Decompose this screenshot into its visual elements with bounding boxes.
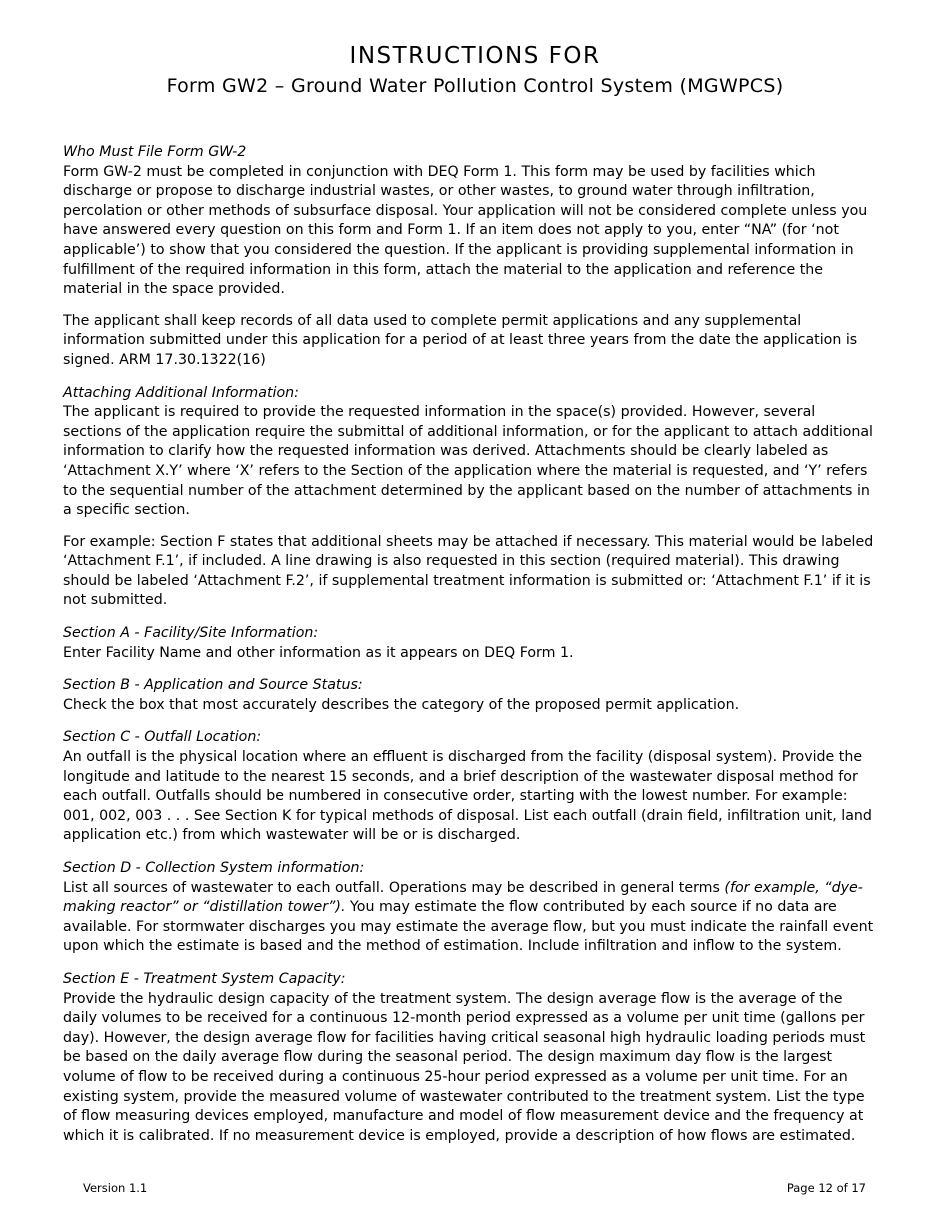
version-label: Version 1.1 — [83, 1181, 148, 1195]
paragraph: Check the box that most accurately describes the category of the proposed permit application. — [63, 696, 740, 713]
paragraph: The applicant is required to provide the requested information in the space(s) provided. However, several sections of the application require the submittal of additional information, or for the applicant to attach additional information to clarify how the requested information was derived. Attachments should be clearly labeled as ‘Attachment X.Y’ where ‘X’ refers to the Section of the application where the material is requested, and ‘Y’ refers to the sequential number of the attachment determined by the applicant based on the number of attachments in a specific section. — [63, 404, 873, 519]
paragraph-example-italic: (for example, “dye-making reactor” or “distillation tower”). — [63, 879, 863, 916]
document-body — [63, 143, 878, 1159]
paragraph-text: You may estimate the flow contributed by each source if no data are available. For stormwater discharges you may estimate the average flow, but you must indicate the rainfall event upon which the estimate is based and the method of estimation. Include infiltration and inflow to the system. — [63, 899, 874, 955]
section-attaching-info — [63, 384, 878, 612]
section-heading: Section E - Treatment System Capacity: — [63, 970, 346, 987]
section-heading: Section B - Application and Source Status: — [63, 677, 363, 694]
section-c — [63, 728, 878, 846]
paragraph: The applicant shall keep records of all data used to complete permit applications and any supplemental information submitted under this application for a period of at least three years from the date the application is signed. ARM 17.30.1322(16) — [63, 312, 858, 368]
page-number: Page 12 of 17 — [786, 1181, 866, 1195]
section-heading: Who Must File Form GW-2 — [63, 144, 247, 160]
section-heading: Section A - Facility/Site Information: — [63, 625, 319, 642]
document-header — [0, 40, 950, 100]
section-d — [63, 859, 878, 957]
paragraph: Form GW-2 must be completed in conjunction with DEQ Form 1. This form may be used by facilities which discharge or propose to discharge industrial wastes, or other wastes, to ground water through infiltration, percolation or other methods of subsurface disposal. Your application will not be considered complete unless you have answered every question on this form and Form 1. If an item does not apply to you, enter “NA” (for ‘not applicable’) to show that you considered the question. If the applicant is providing supplemental information in fulfillment of the required information in this form, attach the material to the application and reference the material in the space provided. — [63, 163, 868, 298]
paragraph: For example: Section F states that additional sheets may be attached if necessary. This material would be labeled ‘Attachment F.1’, if included. A line drawing is also requested in this section (required material). This drawing should be labeled ‘Attachment F.2’, if supplemental treatment information is submitted or: ‘Attachment F.1’ if it is not submitted. — [63, 533, 874, 609]
section-heading: Attaching Additional Information: — [63, 384, 299, 401]
paragraph: Enter Facility Name and other information as it appears on DEQ Form 1. — [63, 644, 574, 661]
paragraph-text: List all sources of wastewater to each outfall. Operations may be described in general terms — [63, 879, 725, 896]
page-subtitle: Form GW2 – Ground Water Pollution Control System (MGWPCS) — [166, 75, 784, 97]
section-who-must-file — [63, 143, 878, 371]
paragraph: Provide the hydraulic design capacity of the treatment system. The design average flow is the average of the daily volumes to be received for a continuous 12-month period expressed as a volume per unit time (gallons per day). However, the design average flow for facilities having critical seasonal high hydraulic loading periods must be based on the daily average flow during the seasonal period. The design maximum day flow is the largest volume of flow to be received during a continuous 25-hour period expressed as a volume per unit time. For an existing system, provide the measured volume of wastewater contributed to the treatment system. List the type of flow measuring devices employed, manufacture and model of flow measurement device and the frequency at which it is calibrated. If no measurement device is employed, provide a description of how flows are estimated. — [63, 990, 866, 1144]
paragraph — [63, 879, 878, 957]
section-b — [63, 676, 878, 715]
section-heading: Section C - Outfall Location: — [63, 729, 262, 746]
section-a — [63, 624, 878, 663]
page-title: INSTRUCTIONS FOR — [349, 43, 601, 69]
section-e — [63, 970, 878, 1146]
paragraph: An outfall is the physical location where an effluent is discharged from the facility (disposal system). Provide the longitude and latitude to the nearest 15 seconds, and a brief description of the wastewater disposal method for each outfall. Outfalls should be numbered in consecutive order, starting with the lowest number. For example: 001, 002, 003 . . . See Section K for typical methods of disposal. List each outfall (drain field, infiltration unit, land application etc.) from which wastewater will be or is discharged. — [63, 749, 872, 844]
section-heading: Section D - Collection System information: — [63, 860, 365, 876]
